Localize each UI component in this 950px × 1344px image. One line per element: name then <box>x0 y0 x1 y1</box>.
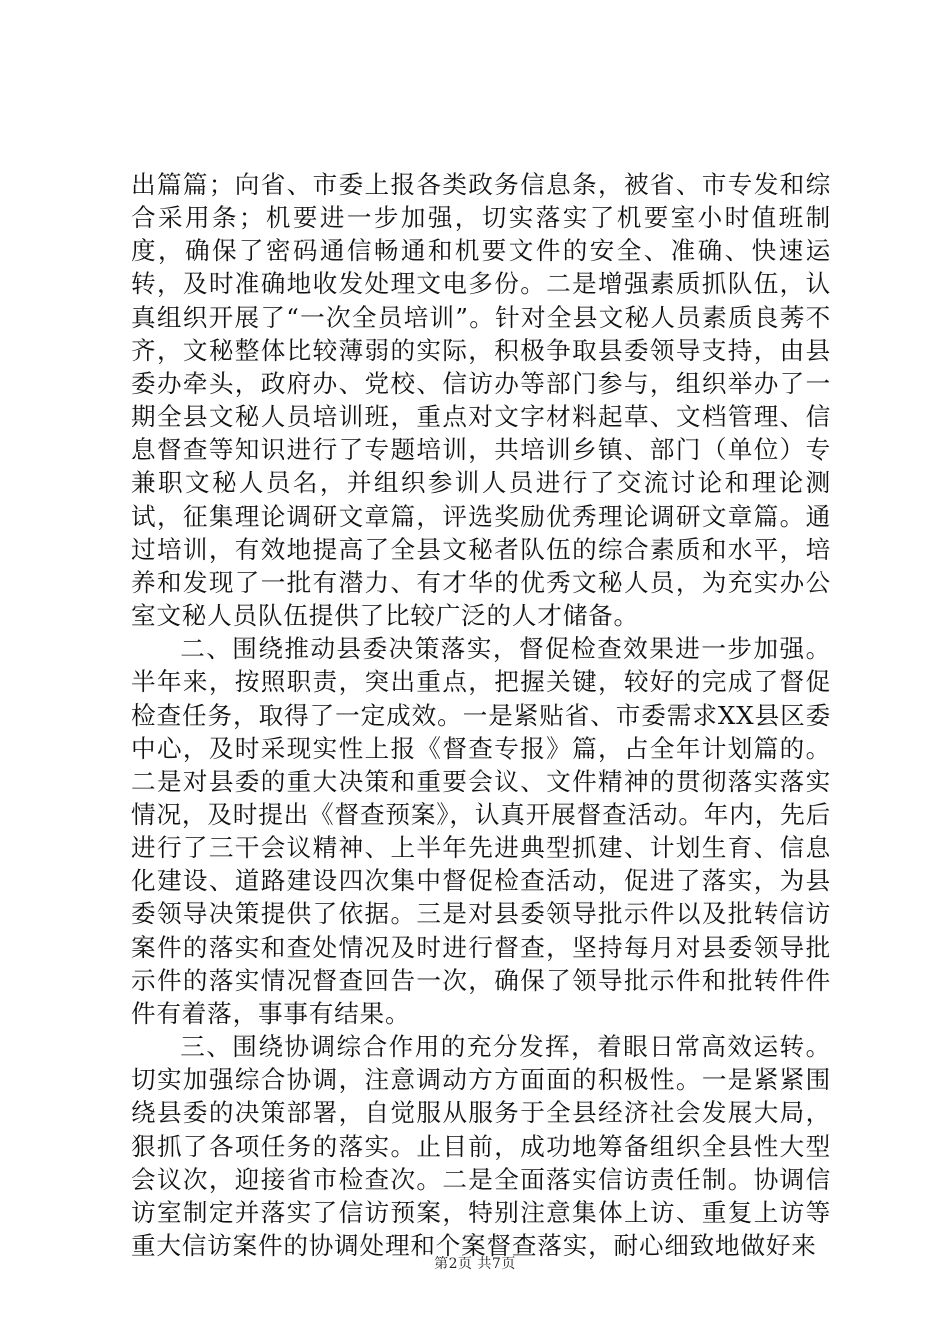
paragraph-2: 二、围绕推动县委决策落实，督促检查效果进一步加强。半年来，按照职责，突出重点，把握关键，较好的完成了督促检查任务，取得了一定成效。一是紧贴省、市委需求XX县区委中心，及时采现实性上报《督查专报》篇，占全年计划篇的。二是对县委的重大决策和重要会议、文件精神的贯彻落实落实情况，及时提出《督查预案》，认真开展督查活动。年内，先后进行了三干会议精神、上半年先进典型抓建、计划生育、信息化建设、道路建设四次集中督促检查活动，促进了落实，为县委领导决策提供了依据。三是对县委领导批示件以及批转信访案件的落实和查处情况及时进行督查，坚持每月对县委领导批示件的落实情况督查回告一次，确保了领导批示件和批转件件件有着落，事事有结果。 <box>131 634 831 1028</box>
paragraph-3: 三、围绕协调综合作用的充分发挥，着眼日常高效运转。切实加强综合协调，注意调动方方面面的积极性。一是紧紧围绕县委的决策部署，自觉服从服务于全县经济社会发展大局，狠抓了各项任务的落实。止目前，成功地筹备组织全县性大型会议次，迎接省市检查次。二是全面落实信访责任制。协调信访室制定并落实了信访预案，特别注意集体上访、重复上访等重大信访案件的协调处理和个案督查落实，耐心细致地做好来 <box>131 1032 831 1260</box>
paragraph-1: 出篇篇；向省、市委上报各类政务信息条，被省、市专发和综合采用条；机要进一步加强，切实落实了机要室小时值班制度，确保了密码通信畅通和机要文件的安全、准确、快速运转，及时准确地收发处理文电多份。二是增强素质抓队伍，认真组织开展了“一次全员培训”。针对全县文秘人员素质良莠不齐，文秘整体比较薄弱的实际，积极争取县委领导支持，由县委办牵头，政府办、党校、信访办等部门参与，组织举办了一期全县文秘人员培训班，重点对文字材料起草、文档管理、信息督查等知识进行了专题培训，共培训乡镇、部门（单位）专兼职文秘人员名，并组织参训人员进行了交流讨论和理论测试，征集理论调研文章篇，评选奖励优秀理论调研文章篇。通过培训，有效地提高了全县文秘者队伍的综合素质和水平，培养和发现了一批有潜力、有才华的优秀文秘人员，为充实办公室文秘人员队伍提供了比较广泛的人才储备。 <box>131 170 831 631</box>
document-body <box>131 168 831 1262</box>
page-number-footer: 第2页 共7页 <box>434 1256 516 1272</box>
